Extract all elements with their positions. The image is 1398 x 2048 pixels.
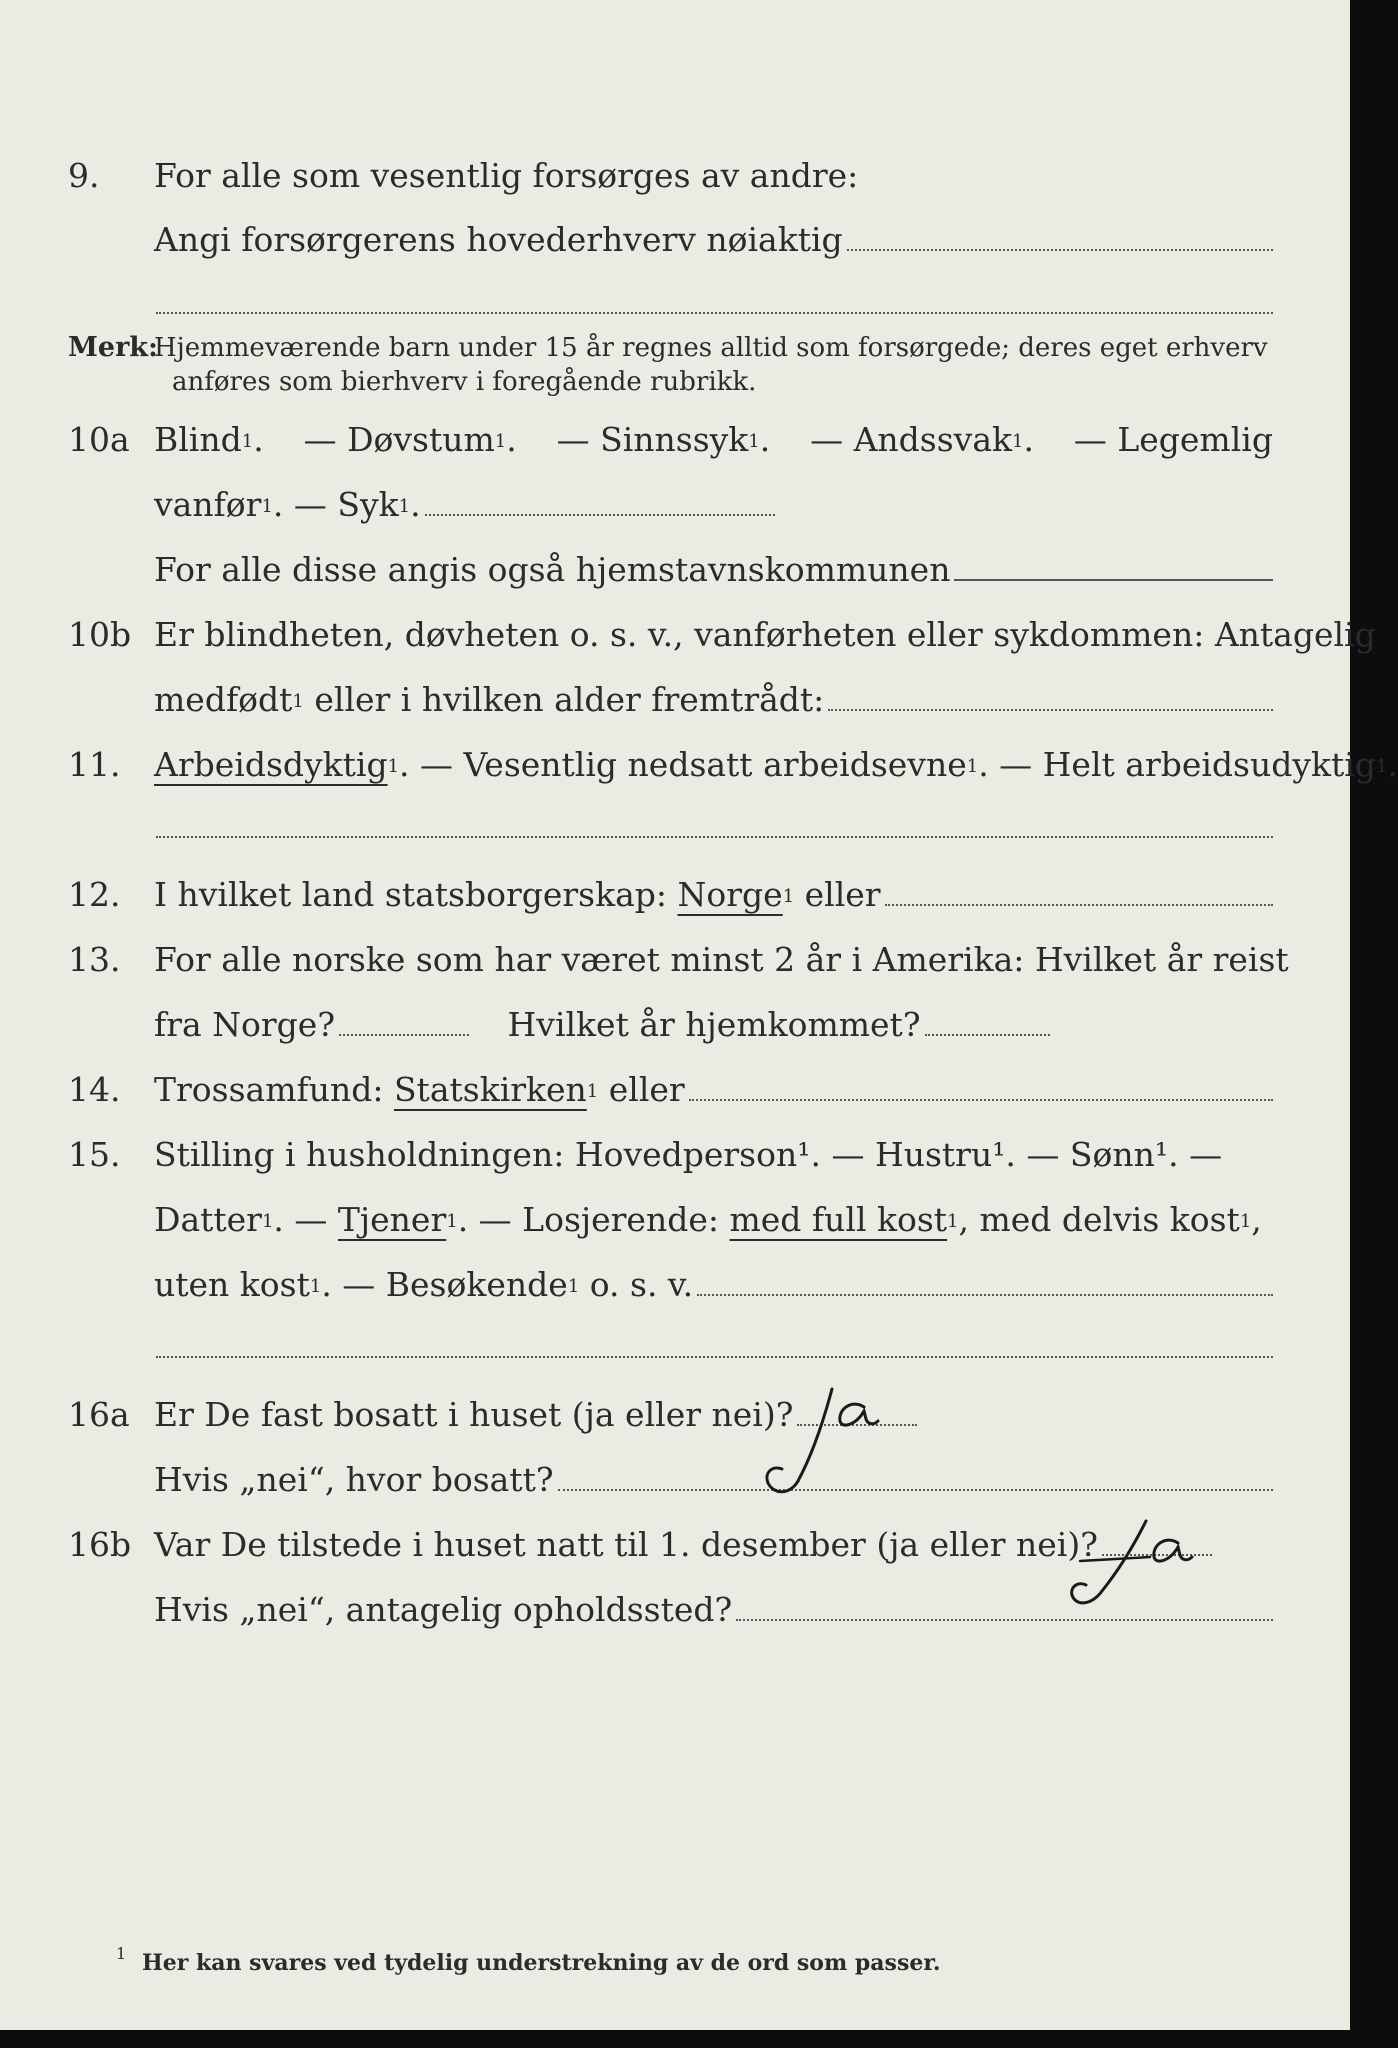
question-13-line-2: [0, 1005, 1369, 1045]
answer-field-hjemkommet[interactable]: [925, 1034, 1050, 1036]
note-label: Merk:: [68, 332, 158, 363]
question-text: Hvis „nei“, hvor bosatt?: [154, 1460, 554, 1499]
question-10b-line-1: [0, 615, 1376, 655]
footnote-ref: 1: [494, 431, 507, 452]
answer-field[interactable]: [558, 1489, 1273, 1491]
question-16a-line-1: [0, 1395, 1369, 1435]
answer-line[interactable]: [156, 1356, 1273, 1358]
footnote-ref: 1: [1375, 756, 1388, 777]
question-number: 9.: [68, 156, 100, 195]
question-text: Er blindheten, døvheten o. s. v., vanførheten eller sykdommen: Antagelig: [154, 615, 1376, 654]
answer-field[interactable]: [425, 514, 775, 516]
option-nedsatt[interactable]: . — Vesentlig nedsatt arbeidsevne: [399, 745, 967, 784]
footnote-mark: 1: [116, 1944, 127, 1963]
option-udyktig[interactable]: . — Helt arbeidsudyktig: [978, 745, 1376, 784]
question-number: 15.: [68, 1135, 121, 1174]
footnote-ref: 1: [567, 1276, 580, 1297]
question-text: I hvilket land statsborgerskap:: [154, 875, 678, 914]
answer-line[interactable]: [156, 312, 1273, 314]
question-number: 13.: [68, 940, 121, 979]
footnote-ref: 1: [241, 431, 254, 452]
option-medfodt[interactable]: medfødt: [154, 680, 293, 719]
answer-field[interactable]: [847, 249, 1273, 251]
question-text: Hvilket år hjemkommet?: [507, 1005, 921, 1044]
question-number: 14.: [68, 1070, 121, 1109]
option-uten-kost[interactable]: uten kost: [154, 1265, 310, 1304]
question-16a-line-2: [0, 1460, 1369, 1500]
question-text: eller: [598, 1070, 685, 1109]
option-dovstum[interactable]: — Døvstum: [303, 420, 495, 459]
question-9-line-1: [0, 156, 1369, 196]
question-10a-line-2: vanfør$^1$. — Syk$^1$.: [0, 485, 1369, 525]
option-delvis-kost[interactable]: , med delvis kost: [958, 1200, 1240, 1239]
option-besokende[interactable]: . — Besøkende: [321, 1265, 568, 1304]
footnote-ref: 1: [1012, 431, 1024, 452]
answer-field[interactable]: [797, 1424, 917, 1426]
footnote-ref: 1: [446, 1211, 458, 1232]
option-andssvak[interactable]: — Andssvak: [810, 420, 1012, 459]
option-norge-selected[interactable]: Norge: [677, 875, 783, 914]
question-13-line-1: [0, 940, 1369, 980]
separator: ,: [1251, 1200, 1262, 1239]
footnote-ref: 1: [947, 1211, 959, 1232]
question-text: Er De fast bosatt i huset (ja eller nei)?: [154, 1395, 794, 1434]
question-text: fra Norge?: [154, 1005, 336, 1044]
question-text: Var De tilstede i huset natt til 1. desember (ja eller nei)?: [154, 1525, 1098, 1564]
footnote-ref: 1: [292, 691, 304, 712]
footnote-ref: 1: [586, 1081, 599, 1102]
question-number: 12.: [68, 875, 121, 914]
question-9-line-2: [0, 220, 1369, 260]
question-text: For alle disse angis også hjemstavnskommunen: [154, 550, 951, 589]
note-text: Hjemmeværende barn under 15 år regnes alltid som forsørgede; deres eget erhverv: [154, 333, 1268, 363]
question-15-line-2: [0, 1200, 1369, 1240]
question-text: Hvis „nei“, antagelig opholdssted?: [154, 1590, 733, 1629]
question-number: 16b: [68, 1525, 132, 1564]
separator: . —: [273, 1200, 338, 1239]
question-15-line-1: [0, 1135, 1369, 1175]
footnote-ref: 1: [1239, 1211, 1252, 1232]
question-text: o. s. v.: [579, 1265, 694, 1304]
question-11: 11. Arbeidsdyktig$^1$. — Vesentlig nedsatt arbeidsevne$^1$. — Helt arbeidsudyktig$^1$.: [68, 745, 1398, 784]
answer-field[interactable]: [697, 1294, 1273, 1296]
question-text: Stilling i husholdningen: Hovedperson¹. — Hustru¹. — Sønn¹. —: [154, 1135, 1223, 1174]
question-text: Trossamfund:: [154, 1070, 394, 1109]
question-number: 10a: [68, 420, 130, 459]
footnote-ref: 1: [261, 496, 273, 517]
option-arbeidsdyktig-selected[interactable]: Arbeidsdyktig: [154, 745, 388, 784]
footnote-ref: 1: [309, 1276, 322, 1297]
footnote-ref: 1: [261, 1211, 274, 1232]
answer-field-reist[interactable]: [339, 1034, 469, 1036]
footnote-ref: 1: [387, 756, 400, 777]
option-blind[interactable]: Blind: [154, 420, 242, 459]
question-15-line-3: [0, 1265, 1369, 1305]
question-text: Angi forsørgerens hovederhverv nøiaktig: [154, 220, 843, 259]
answer-field[interactable]: [885, 904, 1273, 906]
option-datter[interactable]: Datter: [154, 1200, 262, 1239]
question-text: For alle norske som har været minst 2 år i Amerika: Hvilket år reist: [154, 940, 1289, 979]
answer-field[interactable]: [1102, 1554, 1212, 1556]
question-text: For alle som vesentlig forsørges av andre:: [154, 156, 859, 195]
question-text: eller i hvilken alder fremtrådt:: [303, 680, 825, 719]
answer-field[interactable]: [689, 1099, 1273, 1101]
option-sinnssyk[interactable]: — Sinnssyk: [556, 420, 749, 459]
question-text: . — Losjerende:: [457, 1200, 730, 1239]
question-16b-line-2: [0, 1590, 1369, 1630]
footnote-text: Her kan svares ved tydelig understrekning av de ord som passer.: [142, 1950, 941, 1976]
option-vanfor[interactable]: vanfør: [154, 485, 262, 524]
question-number: 16a: [68, 1395, 130, 1434]
footnote-ref: 1: [398, 496, 411, 517]
answer-field[interactable]: [954, 579, 1273, 581]
footnote-ref: 1: [748, 431, 760, 452]
question-10a-line-3: [0, 550, 1369, 590]
option-full-kost-selected[interactable]: med full kost: [729, 1200, 948, 1239]
option-statskirken-selected[interactable]: Statskirken: [393, 1070, 587, 1109]
question-10b-line-2: [0, 680, 1369, 720]
question-14: [0, 1070, 1369, 1110]
question-10a-line-1: 10a Blind$^1$. — Døvstum$^1$. — Sinnssyk$^1$. — Andssvak$^1$. — Legemlig: [0, 420, 1369, 460]
note-text: anføres som bierhverv i foregående rubrikk.: [172, 367, 757, 397]
question-12: [0, 875, 1369, 915]
answer-line[interactable]: [156, 836, 1273, 838]
footnote-ref: 1: [782, 886, 795, 907]
question-number: 11.: [68, 745, 121, 784]
answer-field[interactable]: [736, 1619, 1273, 1621]
question-number: 10b: [68, 615, 132, 654]
option-syk[interactable]: . — Syk: [272, 485, 399, 524]
question-text: eller: [794, 875, 881, 914]
option-tjener-selected[interactable]: Tjener: [337, 1200, 447, 1239]
question-16b-line-1: [0, 1525, 1369, 1565]
footnote-ref: 1: [966, 756, 979, 777]
answer-field[interactable]: [828, 709, 1273, 711]
option-legemlig[interactable]: — Legemlig: [1073, 420, 1273, 459]
